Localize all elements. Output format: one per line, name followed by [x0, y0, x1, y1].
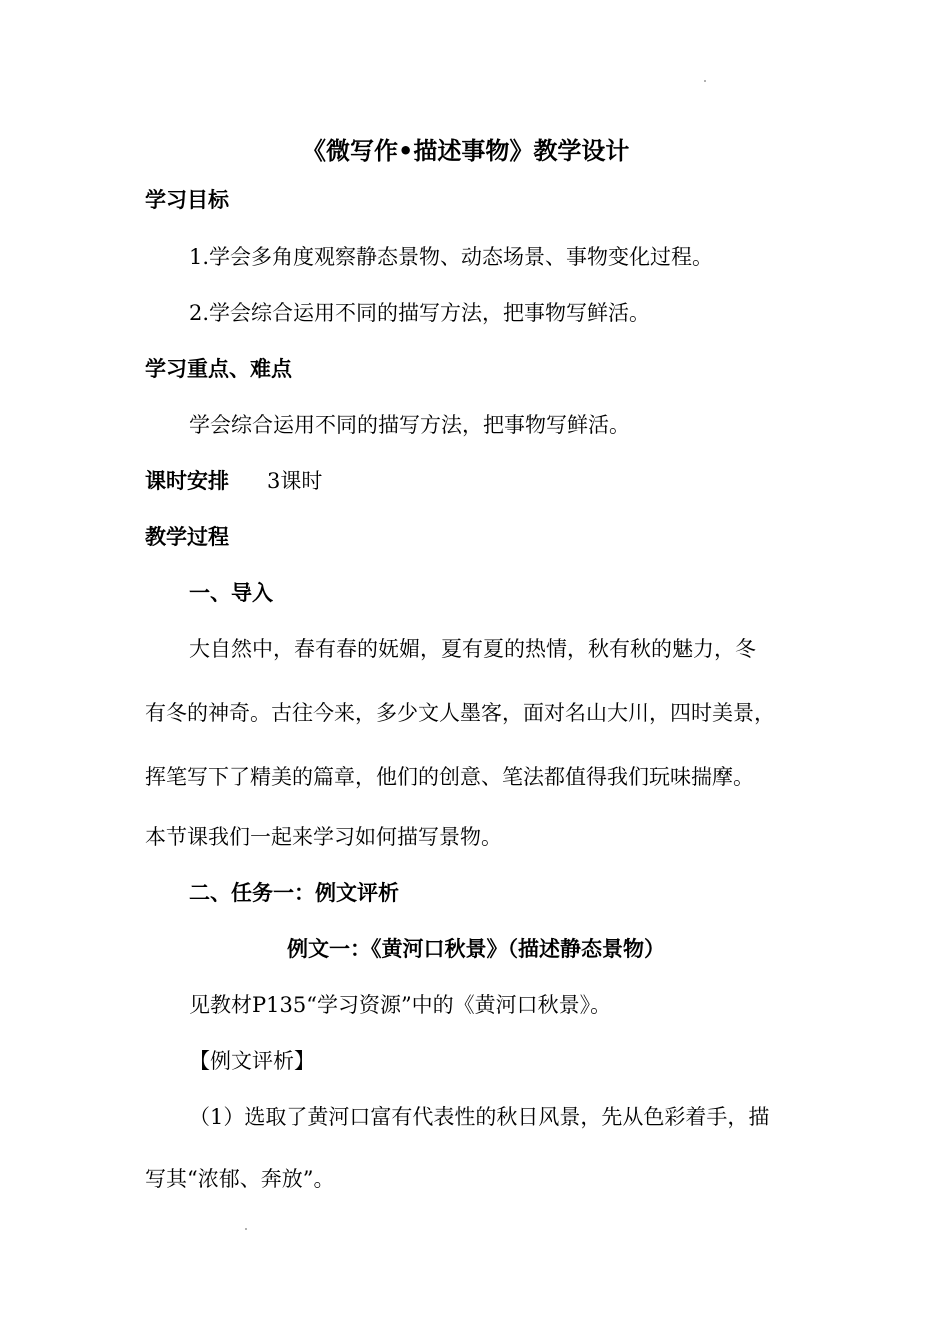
- process-heading: 教学过程: [145, 525, 229, 549]
- schedule-heading: 课时安排: [145, 469, 229, 493]
- paragraph-line: 大自然中，春有春的妩媚，夏有夏的热情，秋有秋的魅力，冬: [189, 637, 756, 661]
- schedule-value: 3课时: [267, 469, 323, 493]
- scan-speck: [245, 1228, 247, 1230]
- scan-speck: [704, 80, 706, 82]
- analysis-label: 【例文评析】: [189, 1049, 315, 1073]
- analysis-line: （1）选取了黄河口富有代表性的秋日风景，先从色彩着手，描: [189, 1105, 770, 1129]
- key-points-text: 学会综合运用不同的描写方法，把事物写鲜活。: [189, 413, 630, 437]
- key-points-heading: 学习重点、难点: [145, 357, 292, 381]
- objective-item: 1.学会多角度观察静态景物、动态场景、事物变化过程。: [189, 245, 714, 269]
- analysis-line: 写其“浓郁、奔放”。: [145, 1167, 335, 1191]
- document-title: 《微写作•描述事物》教学设计: [302, 137, 630, 165]
- example-heading: 例文一：《黄河口秋景》（描述静态景物）: [287, 937, 665, 961]
- section-heading: 一、导入: [189, 581, 273, 605]
- paragraph-line: 有冬的神奇。古往今来，多少文人墨客，面对名山大川，四时美景，: [145, 701, 775, 725]
- objective-item: 2.学会综合运用不同的描写方法，把事物写鲜活。: [189, 301, 651, 325]
- objectives-heading: 学习目标: [145, 188, 229, 212]
- section-heading: 二、任务一：例文评析: [189, 881, 399, 905]
- paragraph-line: 本节课我们一起来学习如何描写景物。: [145, 825, 502, 849]
- paragraph-line: 挥笔写下了精美的篇章，他们的创意、笔法都值得我们玩味揣摩。: [145, 765, 754, 789]
- example-reference: 见教材P135“学习资源”中的《黄河口秋景》。: [189, 993, 612, 1017]
